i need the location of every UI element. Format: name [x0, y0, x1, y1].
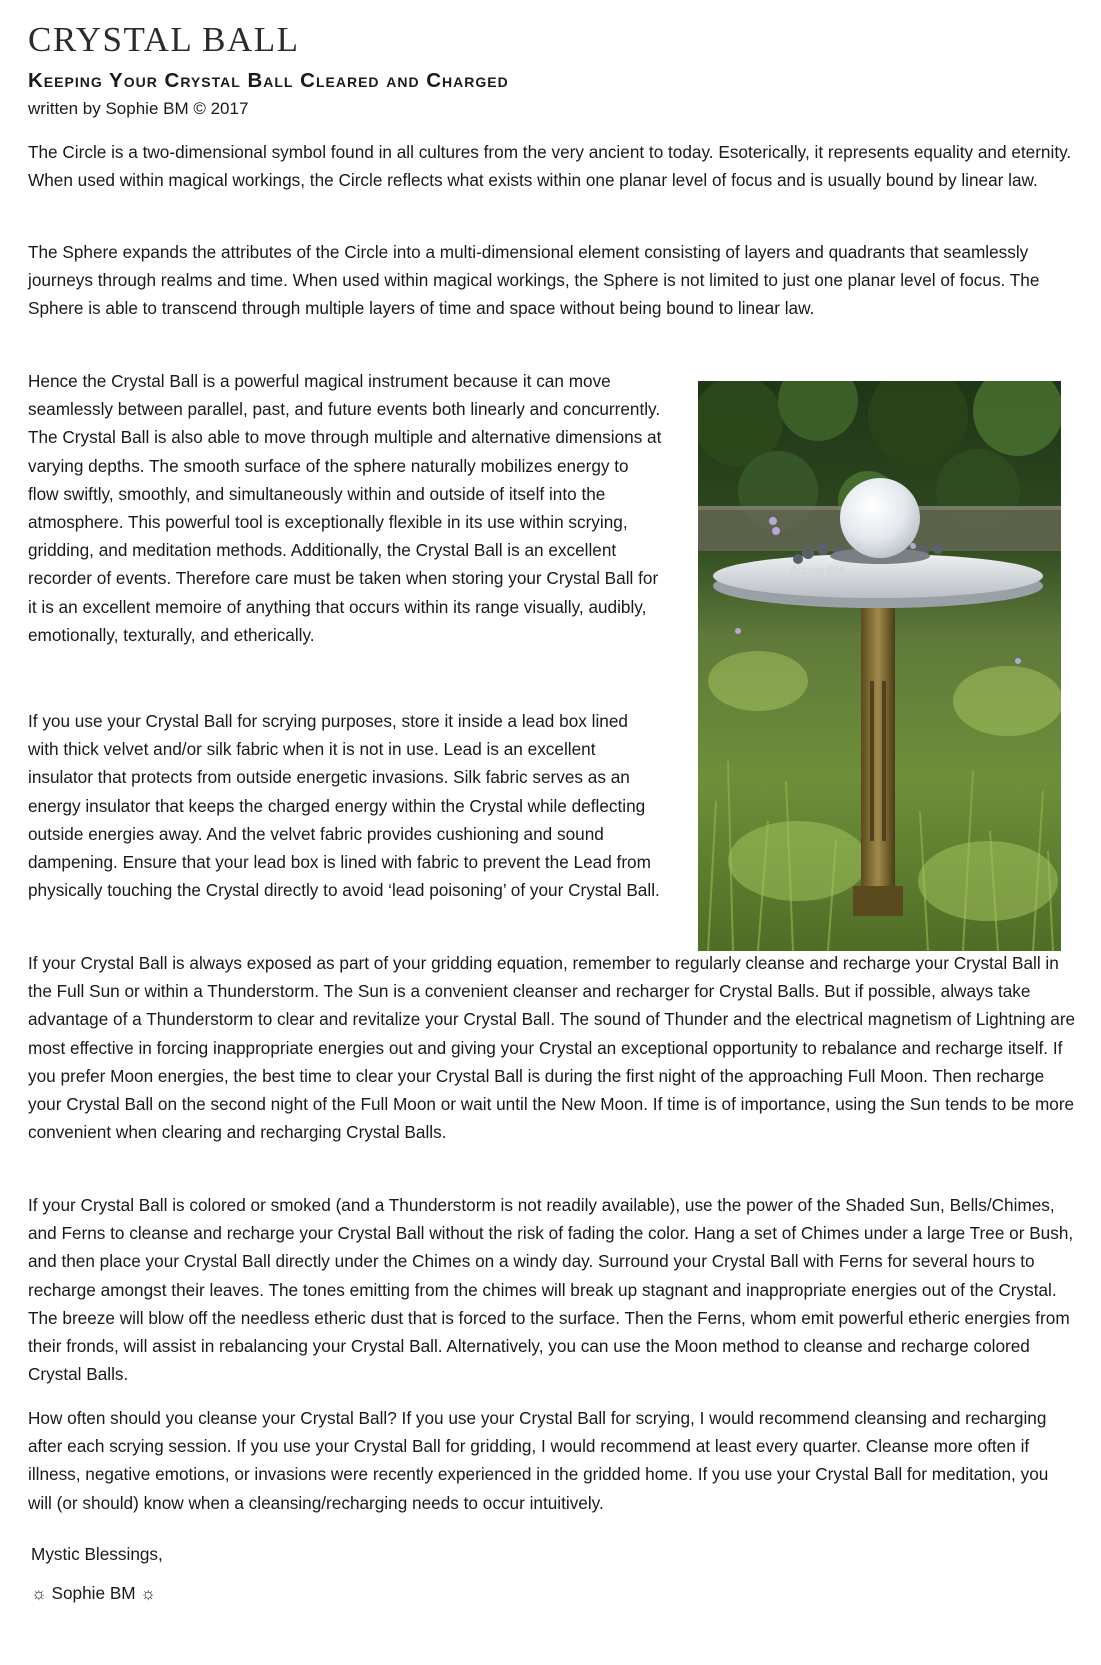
byline: written by Sophie BM © 2017	[28, 99, 249, 118]
document-title: CRYSTAL BALL	[28, 20, 300, 59]
signature: ☼ Sophie BM ☼	[31, 1583, 157, 1603]
paragraph-frequency: How often should you cleanse your Crystal Ball? If you use your Crystal Ball for scrying, I would recommend cleansing and recharging after each scrying session. If you use your Crystal Ball for gridding, I would recommend at least every quarter. Cleanse more often if illness, negative emotions, or invasions were recently experienced in the gridded home. If you use your Crystal Ball for meditation, you will (or should) know when a cleansing/recharging needs to occur intuitively.	[28, 1408, 1049, 1513]
photo-watermark: Sophie BM	[790, 565, 844, 577]
crystal-ball-garden-photo	[698, 381, 1061, 951]
paragraph-circle: The Circle is a two-dimensional symbol found in all cultures from the very ancient to today. Esoterically, it represents equality and eternity. When used within magical workings, the Circle reflects what exists within one planar level of focus and is usually bound by linear law.	[28, 142, 1072, 191]
paragraph-storage: If you use your Crystal Ball for scrying purposes, store it inside a lead box lined with thick velvet and/or silk fabric when it is not in use. Lead is an excellent insulator that protects from outside energetic invasions. Silk fabric serves as an energy insulator that keeps the charged energy within the Crystal while deflecting outside energies away. And the velvet fabric provides cushioning and sound dampening. Ensure that your lead box is lined with fabric to prevent the Lead from physically touching the Crystal directly to avoid ‘lead poisoning’ of your Crystal Ball.	[28, 711, 660, 901]
paragraph-gridding: If your Crystal Ball is always exposed as part of your gridding equation, remember to regularly cleanse and recharge your Crystal Ball in the Full Sun or within a Thunderstorm. The Sun is a convenient cleanser and recharger for Crystal Balls. But if possible, always take advantage of a Thunderstorm to clear and revitalize your Crystal Ball. The sound of Thunder and the electrical magnetism of Lightning are most effective in forcing inappropriate energies out and giving your Crystal an exceptional opportunity to rebalance and recharge itself. If you prefer Moon energies, the best time to clear your Crystal Ball is during the first night of the approaching Full Moon. Then recharge your Crystal Ball on the second night of the Full Moon or wait until the New Moon. If time is of importance, using the Sun tends to be more convenient when clearing and recharging Crystal Balls.	[28, 953, 1076, 1143]
paragraph-colored: If your Crystal Ball is colored or smoked (and a Thunderstorm is not readily available), use the power of the Shaded Sun, Bells/Chimes, and Ferns to cleanse and recharge your Crystal Ball without the risk of fading the color. Hang a set of Chimes under a large Tree or Bush, and then place your Crystal Ball directly under the Chimes on a windy day. Surround your Crystal Ball with Ferns for several hours to recharge amongst their leaves. The tones emitting from the chimes will break up stagnant and inappropriate energies out of the Crystal. The breeze will blow off the needless etheric dust that is forced to the surface. Then the Ferns, whom emit powerful etheric energies from their fronds, will assist in rebalancing your Crystal Ball. Alternatively, you can use the Moon method to cleanse and recharge colored Crystal Balls.	[28, 1195, 1074, 1385]
paragraph-crystal-ball: Hence the Crystal Ball is a powerful magical instrument because it can move seamlessly between parallel, past, and future events both linearly and concurrently. The Crystal Ball is also able to move through multiple and alternative dimensions at varying depths. The smooth surface of the sphere naturally mobilizes energy to flow swiftly, smoothly, and simultaneously within and outside of itself into the atmosphere. This powerful tool is exceptionally flexible in its use within scrying, gridding, and meditation methods. Additionally, the Crystal Ball is an excellent recorder of events. Therefore care must be taken when storing your Crystal Ball for it is an excellent memoire of anything that occurs within its range visually, audibly, emotionally, texturally, and etherically.	[28, 371, 662, 645]
document-subtitle: Keeping Your Crystal Ball Cleared and Charged	[28, 69, 509, 92]
paragraph-sphere: The Sphere expands the attributes of the Circle into a multi-dimensional element consisting of layers and quadrants that seamlessly journeys through realms and time. When used within magical workings, the Sphere is not limited to just one planar level of focus. The Sphere is able to transcend through multiple layers of time and space without being bound to linear law.	[28, 242, 1040, 319]
closing-salutation: Mystic Blessings,	[31, 1544, 163, 1564]
